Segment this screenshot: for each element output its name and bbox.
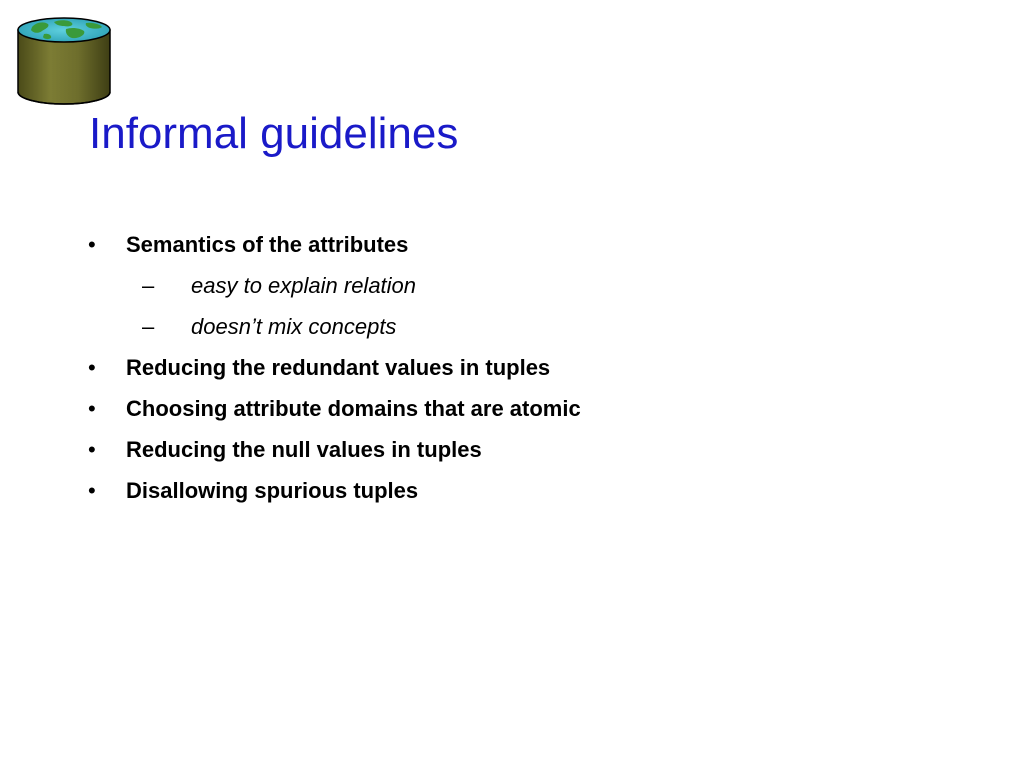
bullet-text: Reducing the null values in tuples [126,437,482,462]
bullet-marker: • [88,478,96,503]
bullet-marker: • [88,232,96,257]
bullet-text: Choosing attribute domains that are atomic [126,396,581,421]
dash-marker: – [142,273,155,298]
bullet-marker: • [88,355,96,380]
sub-bullet-text: doesn’t mix concepts [191,314,397,339]
dash-marker: – [142,314,155,339]
sub-bullet-text: easy to explain relation [191,273,417,298]
bullet-text: Disallowing spurious tuples [126,478,419,503]
page-title: Informal guidelines [89,109,459,158]
bullet-text: Reducing the redundant values in tuples [126,355,551,380]
database-globe-cylinder-icon [14,14,114,106]
bullet-marker: • [88,396,96,421]
bullet-text: Semantics of the attributes [126,232,409,257]
bullet-marker: • [88,437,96,462]
